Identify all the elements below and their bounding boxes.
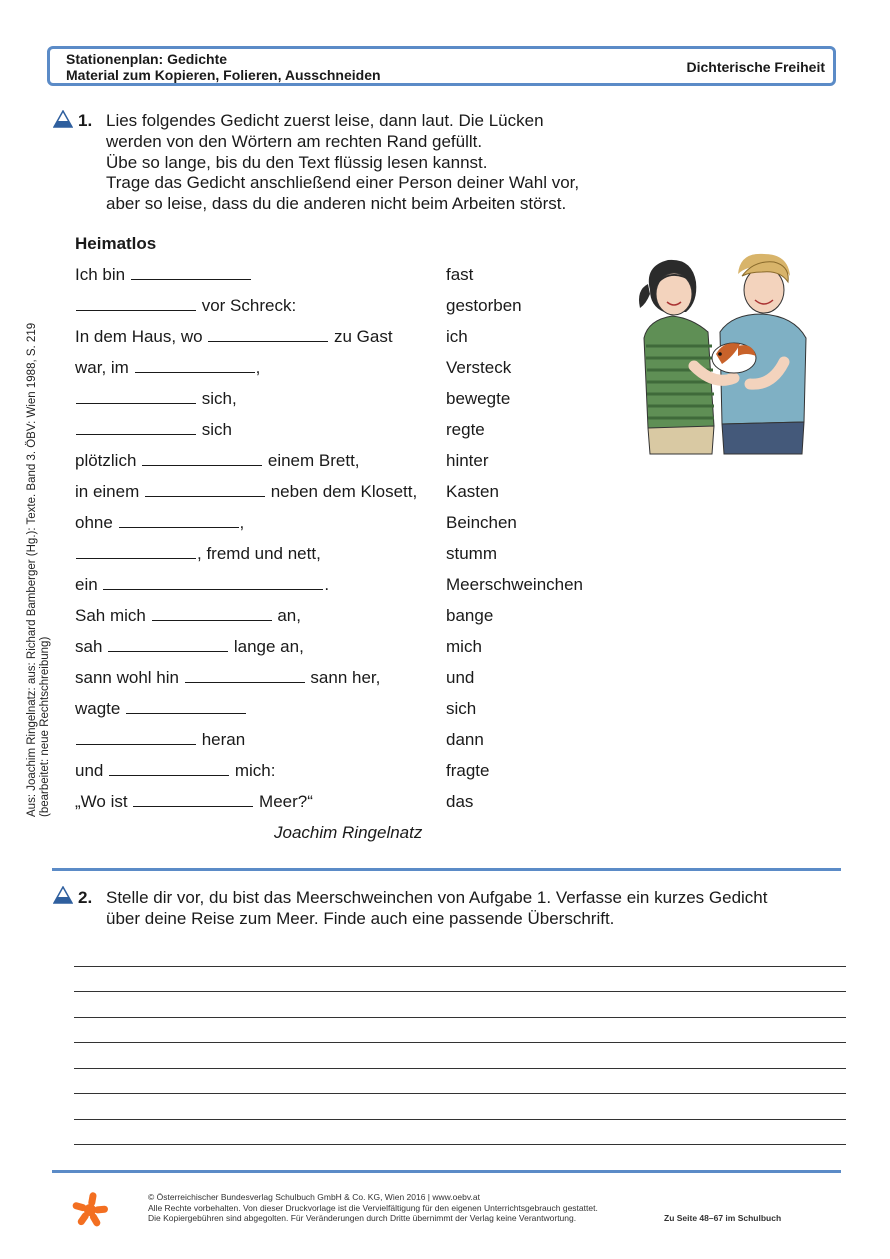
word-option: Kasten	[446, 482, 499, 501]
word-option: Meerschweinchen	[446, 575, 584, 594]
task2-line: über deine Reise zum Meer. Finde auch eine passende Überschrift.	[106, 908, 615, 928]
poem-line: vor Schreck:	[75, 296, 296, 316]
difficulty-triangle-icon	[53, 886, 73, 904]
footer-copyright	[148, 1192, 598, 1224]
word-option: stumm	[446, 544, 497, 563]
task1-line: werden von den Wörtern am rechten Rand gefüllt.	[106, 131, 483, 151]
word-option: dann	[446, 730, 484, 749]
header-box	[47, 46, 836, 86]
word-option: regte	[446, 420, 485, 439]
header-topic: Dichterische Freiheit	[686, 59, 825, 75]
gap-blank[interactable]	[76, 544, 196, 559]
poem-line: ein .	[75, 575, 330, 594]
footer-page-ref: Zu Seite 48–67 im Schulbuch	[664, 1213, 782, 1223]
poem-line: sich	[75, 420, 232, 440]
task2-line: Stelle dir vor, du bist das Meerschweinchen von Aufgabe 1. Verfasse ein kurzes Gedicht	[106, 888, 768, 907]
side-credit	[26, 297, 52, 817]
poem-line: sah lange an,	[75, 637, 304, 656]
gap-blank[interactable]	[133, 792, 253, 807]
word-option: sich	[446, 699, 477, 718]
gap-blank[interactable]	[152, 606, 272, 621]
poem-line: „Wo ist Meer?“	[75, 792, 313, 811]
poem-line: Sah mich an,	[75, 606, 301, 625]
task1-line: aber so leise, dass du die anderen nicht beim Arbeiten störst.	[106, 194, 567, 214]
task2-instructions	[106, 888, 767, 930]
gap-blank[interactable]	[76, 730, 196, 745]
poem-line: plötzlich einem Brett,	[75, 451, 360, 470]
side-credit-line2: (bearbeitet: neue Rechtschreibung)	[39, 636, 51, 817]
poem-line: heran	[75, 730, 245, 750]
writing-line[interactable]	[74, 1042, 846, 1043]
writing-line[interactable]	[74, 1119, 846, 1120]
task1-line: Lies folgendes Gedicht zuerst leise, dann laut. Die Lücken	[106, 111, 544, 130]
gap-blank[interactable]	[185, 668, 305, 683]
word-option: und	[446, 668, 475, 687]
writing-line[interactable]	[74, 1144, 846, 1145]
difficulty-triangle-icon	[53, 110, 73, 128]
poem-line: In dem Haus, wo zu Gast	[75, 327, 393, 346]
side-credit-line1: Aus: Joachim Ringelnatz: aus: Richard Bamberger (Hg.): Texte. Band 3. ÖBV: Wien 1988, S. 219	[26, 322, 38, 817]
footer-line2: Alle Rechte vorbehalten. Von dieser Druckvorlage ist die Vervielfältigung für den eigenen Unterrichtsgebrauch gestattet.	[148, 1202, 598, 1213]
word-option: Versteck	[446, 358, 512, 377]
header-line1: Stationenplan: Gedichte	[66, 51, 228, 67]
publisher-logo-icon	[70, 1190, 110, 1230]
task1-number: 1.	[78, 111, 93, 130]
gap-blank[interactable]	[76, 420, 196, 435]
poem-line: Ich bin	[75, 265, 252, 285]
gap-blank[interactable]	[109, 761, 229, 776]
word-option: gestorben	[446, 296, 522, 315]
word-option: fast	[446, 265, 474, 284]
header-line2: Material zum Kopieren, Folieren, Ausschneiden	[66, 67, 381, 83]
word-option: mich	[446, 637, 482, 656]
poem-line: ohne ,	[75, 513, 245, 532]
gap-blank[interactable]	[108, 637, 228, 652]
word-option: hinter	[446, 451, 489, 470]
kids-guinea-pig-illustration	[634, 246, 812, 458]
writing-line[interactable]	[74, 966, 846, 967]
word-option: das	[446, 792, 474, 811]
poem-line: war, im ,	[75, 358, 261, 377]
poem-author: Joachim Ringelnatz	[274, 823, 423, 842]
writing-line[interactable]	[74, 1068, 846, 1069]
gap-blank[interactable]	[103, 575, 323, 590]
writing-line[interactable]	[74, 991, 846, 992]
word-option: bewegte	[446, 389, 511, 408]
poem-line: und mich:	[75, 761, 276, 780]
header-title	[66, 51, 381, 83]
poem-line: sich,	[75, 389, 237, 409]
gap-blank[interactable]	[126, 699, 246, 714]
gap-blank[interactable]	[208, 327, 328, 342]
task1-line: Übe so lange, bis du den Text flüssig lesen kannst.	[106, 152, 488, 172]
task2-number: 2.	[78, 888, 93, 907]
footer-divider	[52, 1170, 841, 1173]
word-option: ich	[446, 327, 468, 346]
writing-line[interactable]	[74, 1093, 846, 1094]
section-divider	[52, 868, 841, 871]
gap-blank[interactable]	[76, 296, 196, 311]
writing-line[interactable]	[74, 1017, 846, 1018]
footer-line1: © Österreichischer Bundesverlag Schulbuch GmbH & Co. KG, Wien 2016 | www.oebv.at	[148, 1192, 480, 1202]
word-option: Beinchen	[446, 513, 517, 532]
word-option: bange	[446, 606, 494, 625]
poem-title: Heimatlos	[75, 234, 157, 253]
poem-line: , fremd und nett,	[75, 544, 321, 564]
task1-instructions	[106, 111, 579, 215]
gap-blank[interactable]	[76, 389, 196, 404]
gap-blank[interactable]	[145, 482, 265, 497]
footer-line3: Die Kopiergebühren sind abgegolten. Für Veränderungen durch Dritte übernimmt der Verlag keine Verantwortung.	[148, 1213, 577, 1223]
gap-blank[interactable]	[131, 265, 251, 280]
gap-blank[interactable]	[119, 513, 239, 528]
poem-line: in einem neben dem Klosett,	[75, 482, 418, 501]
poem-line: wagte	[75, 699, 247, 719]
poem-line: sann wohl hin sann her,	[75, 668, 381, 687]
gap-blank[interactable]	[135, 358, 255, 373]
word-option: fragte	[446, 761, 490, 780]
gap-blank[interactable]	[142, 451, 262, 466]
task1-line: Trage das Gedicht anschließend einer Person deiner Wahl vor,	[106, 173, 580, 193]
